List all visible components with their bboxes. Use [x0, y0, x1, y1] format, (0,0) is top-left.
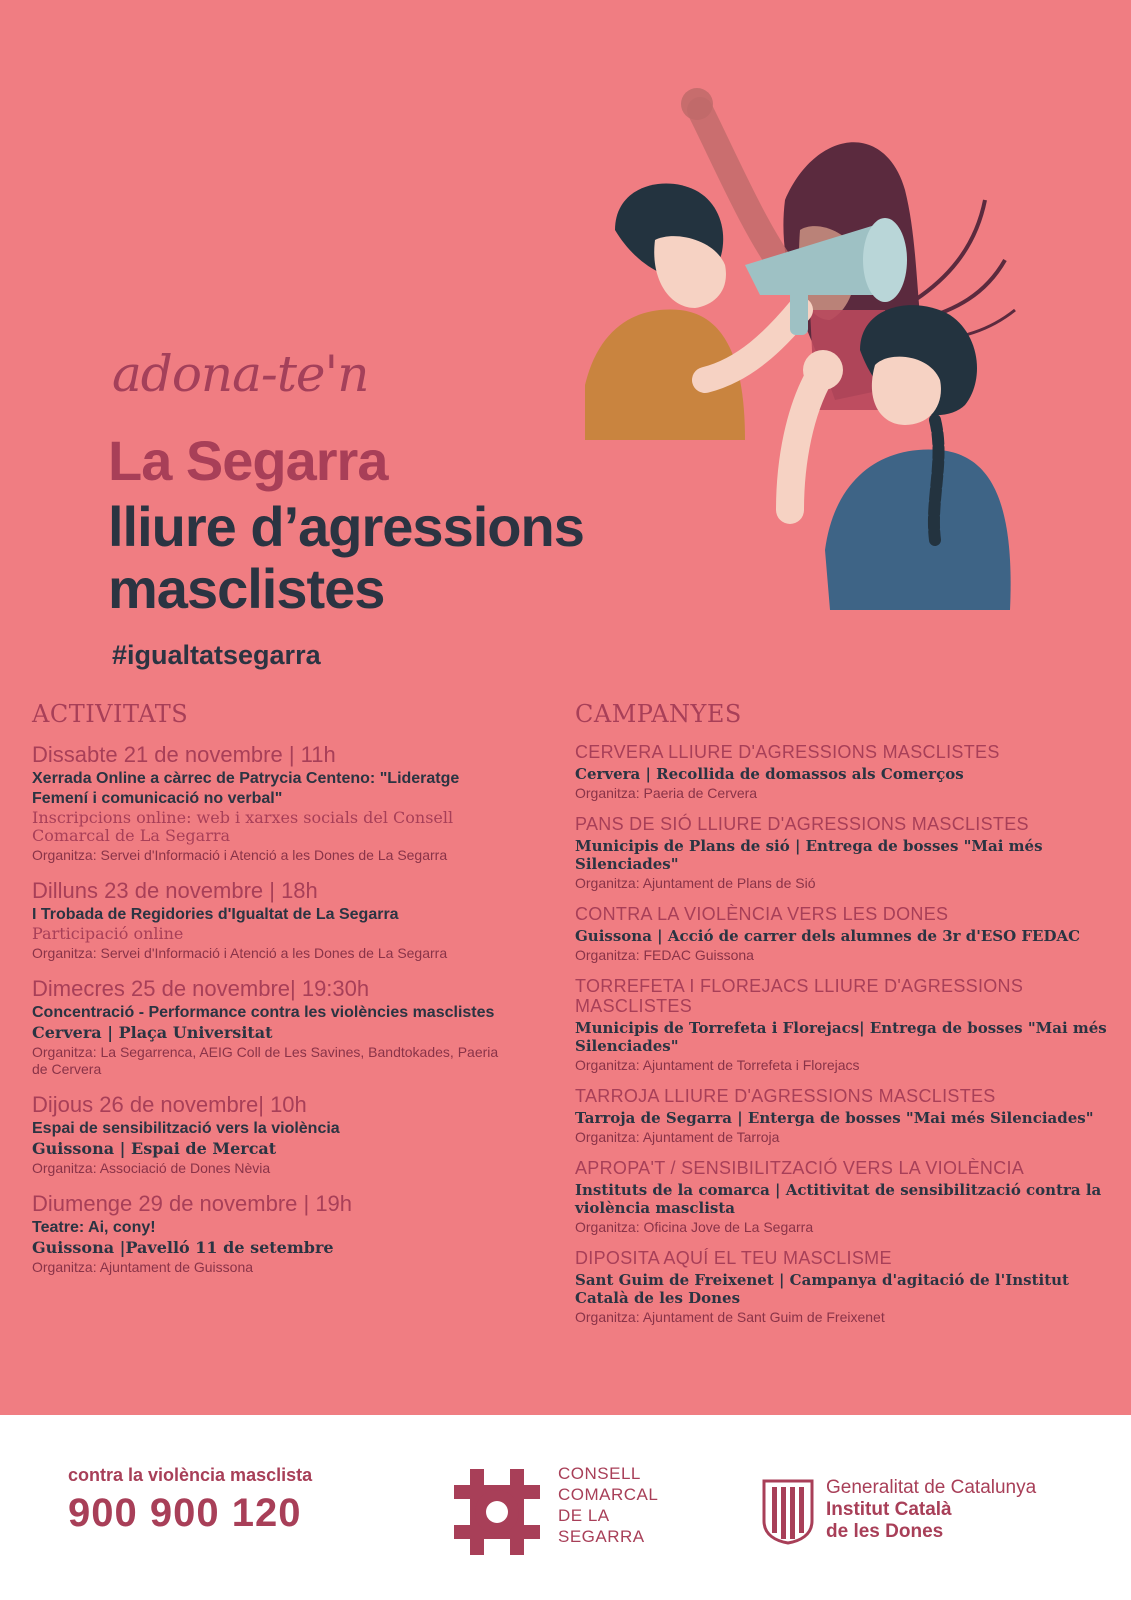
institut-line: Institut Català — [826, 1499, 952, 1520]
event-note: Participació online — [32, 924, 184, 943]
campaign-heading: CONTRA LA VIOLÈNCIA VERS LES DONES — [575, 904, 949, 924]
event-organizer: Organitza: La Segarrenca, AEIG Coll de Les Savines, Bandtokades, Paeria de Cervera — [32, 1044, 499, 1077]
event-place: Guissona | Espai de Mercat — [32, 1139, 277, 1158]
campaign-description: Guissona | Acció de carrer dels alumnes de 3r d'ESO FEDAC — [575, 927, 1081, 945]
campaign-organizer: Organitza: FEDAC Guissona — [575, 947, 754, 963]
campanyes-heading: CAMPANYES — [575, 700, 742, 728]
campaign-organizer: Organitza: Paeria de Cervera — [575, 785, 758, 801]
campaign-organizer: Organitza: Ajuntament de Sant Guim de Freixenet — [575, 1309, 885, 1325]
title-slogan — [108, 496, 728, 620]
event-date: Dissabte 21 de novembre | 11h — [32, 742, 336, 767]
campaign-item — [575, 742, 1110, 802]
campaign-heading: DIPOSITA AQUÍ EL TEU MASCLISME — [575, 1248, 892, 1268]
event-date: Dimecres 25 de novembre| 19:30h — [32, 976, 370, 1001]
campaign-heading: CERVERA LLIURE D'AGRESSIONS MASCLISTES — [575, 742, 1000, 762]
consell-comarcal-logo-icon — [452, 1467, 542, 1557]
script-title: adona-te'n — [112, 345, 369, 403]
campanyes-column — [575, 700, 1110, 1338]
generalitat-line: Generalitat de Catalunya — [826, 1477, 1037, 1498]
consell-line: SEGARRA — [558, 1527, 645, 1546]
event-date: Dijous 26 de novembre| 10h — [32, 1092, 307, 1117]
hashtag: #igualtatsegarra — [112, 640, 321, 670]
consell-line: CONSELL — [558, 1464, 641, 1483]
event-organizer: Organitza: Ajuntament de Guissona — [32, 1259, 254, 1275]
campaign-heading: APROPA'T / SENSIBILITZACIÓ VERS LA VIOLÈNCIA — [575, 1158, 1025, 1178]
campaign-heading: TARROJA LLIURE D'AGRESSIONS MASCLISTES — [575, 1086, 996, 1106]
campaign-description: Municipis de Torrefeta i Florejacs| Entrega de bosses "Mai més Silenciades" — [575, 1019, 1107, 1055]
generalitat-shield-icon — [760, 1477, 816, 1545]
event-organizer: Organitza: Servei d'Informació i Atenció a les Dones de La Segarra — [32, 847, 448, 863]
event-place: Guissona |Pavelló 11 de setembre — [32, 1238, 334, 1257]
event-title: Teatre: Ai, cony! — [32, 1219, 156, 1236]
campaign-item — [575, 1248, 1110, 1326]
hotline-number[interactable]: 900 900 120 — [68, 1491, 302, 1535]
event-title: Concentració - Performance contra les violències masclistes — [32, 1004, 495, 1021]
consell-line: DE LA — [558, 1506, 610, 1525]
campaign-organizer: Organitza: Ajuntament de Torrefeta i Florejacs — [575, 1057, 860, 1073]
title-slogan-line1: lliure d’agressions — [108, 495, 584, 558]
campaign-item — [575, 814, 1110, 892]
campaign-item — [575, 976, 1110, 1074]
campaign-description: Sant Guim de Freixenet | Campanya d'agitació de l'Institut Català de les Dones — [575, 1271, 1069, 1307]
campaign-organizer: Organitza: Ajuntament de Plans de Sió — [575, 875, 816, 891]
campaign-description: Municipis de Plans de sió | Entrega de bosses "Mai més Silenciades" — [575, 837, 1043, 873]
event-organizer: Organitza: Servei d'Informació i Atenció a les Dones de La Segarra — [32, 945, 448, 961]
event-title: Espai de sensibilització vers la violència — [32, 1120, 340, 1137]
institut-line: de les Dones — [826, 1521, 944, 1542]
footer — [0, 1415, 1131, 1600]
consell-comarcal-name — [558, 1463, 658, 1547]
campaign-item — [575, 1086, 1110, 1146]
campaign-item — [575, 1158, 1110, 1236]
event-item — [32, 976, 502, 1078]
activitats-column — [32, 700, 502, 1290]
title-slogan-line2: masclistes — [108, 557, 385, 620]
campaign-item — [575, 904, 1110, 964]
campaign-description: Instituts de la comarca | Actitivitat de sensibilització contra la violència masclista — [575, 1181, 1102, 1217]
event-item — [32, 1191, 502, 1276]
campaign-organizer: Organitza: Ajuntament de Tarroja — [575, 1129, 780, 1145]
activitats-heading: ACTIVITATS — [32, 700, 189, 728]
event-item — [32, 1092, 502, 1177]
consell-line: COMARCAL — [558, 1485, 659, 1504]
hotline-label: contra la violència masclista — [68, 1465, 313, 1485]
campaign-description: Tarroja de Segarra | Enterga de bosses "Mai més Silenciades" — [575, 1109, 1094, 1127]
event-date: Dilluns 23 de novembre | 18h — [32, 878, 318, 903]
event-note: Inscripcions online: web i xarxes socials del Consell Comarcal de La Segarra — [32, 808, 454, 845]
campaign-description: Cervera | Recollida de domassos als Comerços — [575, 765, 964, 783]
event-item — [32, 878, 502, 962]
event-organizer: Organitza: Associació de Dones Nèvia — [32, 1160, 271, 1176]
campaign-heading: PANS DE SIÓ LLIURE D'AGRESSIONS MASCLISTES — [575, 814, 1029, 834]
event-place: Cervera | Plaça Universitat — [32, 1023, 273, 1042]
event-title: I Trobada de Regidories d'Igualtat de La Segarra — [32, 906, 399, 923]
event-date: Diumenge 29 de novembre | 19h — [32, 1191, 353, 1216]
campaign-organizer: Organitza: Oficina Jove de La Segarra — [575, 1219, 814, 1235]
event-item — [32, 742, 502, 864]
event-title: Xerrada Online a càrrec de Patrycia Centeno: "Lideratge Femení i comunicació no verbal" — [32, 770, 460, 807]
generalitat-name — [826, 1477, 1036, 1543]
title-location: La Segarra — [108, 429, 388, 492]
campaign-heading: TORREFETA I FLOREJACS LLIURE D'AGRESSIONS MASCLISTES — [575, 976, 1024, 1016]
